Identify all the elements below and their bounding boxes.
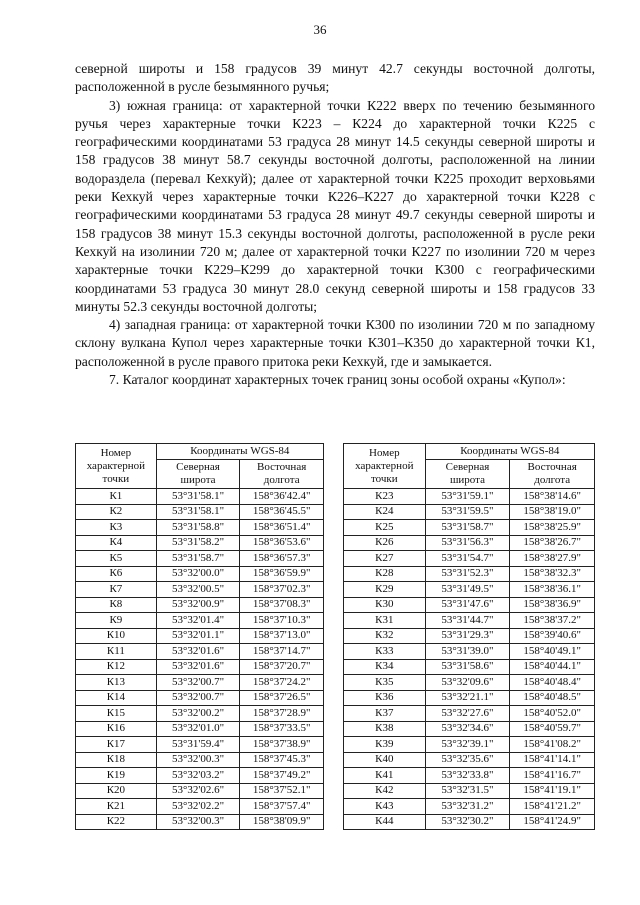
- cell-north: 53°32'00.2": [156, 706, 240, 722]
- cell-north: 53°32'30.2": [425, 814, 510, 830]
- cell-point: К38: [344, 721, 426, 737]
- header-north-latitude: Северная широта: [425, 460, 510, 489]
- cell-north: 53°32'00.9": [156, 597, 240, 613]
- cell-point: К43: [344, 799, 426, 815]
- cell-point: К32: [344, 628, 426, 644]
- table-row: [76, 675, 324, 691]
- cell-north: 53°31'56.3": [425, 535, 510, 551]
- table-row: [344, 690, 595, 706]
- cell-point: К13: [76, 675, 157, 691]
- cell-east: 158°38'19.0": [510, 504, 595, 520]
- cell-east: 158°38'32.3": [510, 566, 595, 582]
- cell-point: К3: [76, 520, 157, 536]
- cell-east: 158°38'27.9": [510, 551, 595, 567]
- table-row: [344, 752, 595, 768]
- cell-north: 53°31'29.3": [425, 628, 510, 644]
- header-coordinates: Координаты WGS-84: [156, 444, 323, 460]
- cell-north: 53°32'00.3": [156, 814, 240, 830]
- cell-north: 53°32'21.1": [425, 690, 510, 706]
- cell-east: 158°37'10.3": [240, 613, 324, 629]
- cell-north: 53°32'01.6": [156, 659, 240, 675]
- cell-north: 53°32'01.4": [156, 613, 240, 629]
- table-row: [76, 644, 324, 660]
- cell-north: 53°32'00.0": [156, 566, 240, 582]
- table-row: [76, 690, 324, 706]
- cell-point: К26: [344, 535, 426, 551]
- cell-east: 158°40'48.5": [510, 690, 595, 706]
- table-row: [76, 489, 324, 505]
- cell-east: 158°36'45.5": [240, 504, 324, 520]
- header-point-number: Номер характерной точки: [344, 444, 426, 489]
- cell-point: К42: [344, 783, 426, 799]
- cell-east: 158°37'28.9": [240, 706, 324, 722]
- table-row: [76, 551, 324, 567]
- cell-north: 53°31'58.7": [425, 520, 510, 536]
- cell-point: К25: [344, 520, 426, 536]
- cell-point: К15: [76, 706, 157, 722]
- coordinates-table-left: [75, 443, 324, 830]
- header-coordinates: Координаты WGS-84: [425, 444, 594, 460]
- body-text: [75, 60, 595, 389]
- cell-east: 158°38'09.9": [240, 814, 324, 830]
- cell-north: 53°31'44.7": [425, 613, 510, 629]
- cell-north: 53°31'39.0": [425, 644, 510, 660]
- cell-east: 158°38'37.2": [510, 613, 595, 629]
- table-row: [344, 535, 595, 551]
- table-row: [76, 752, 324, 768]
- cell-north: 53°31'59.5": [425, 504, 510, 520]
- cell-north: 53°31'58.1": [156, 489, 240, 505]
- cell-north: 53°31'59.1": [425, 489, 510, 505]
- table-row: [76, 783, 324, 799]
- cell-point: К36: [344, 690, 426, 706]
- cell-point: К41: [344, 768, 426, 784]
- table-row: [344, 799, 595, 815]
- cell-point: К24: [344, 504, 426, 520]
- table-row: [76, 706, 324, 722]
- cell-north: 53°31'59.4": [156, 737, 240, 753]
- table-row: [76, 799, 324, 815]
- table-row: [344, 582, 595, 598]
- cell-east: 158°41'08.2": [510, 737, 595, 753]
- cell-east: 158°36'53.6": [240, 535, 324, 551]
- table-row: [344, 737, 595, 753]
- table-row: [344, 504, 595, 520]
- cell-point: К9: [76, 613, 157, 629]
- cell-east: 158°40'48.4": [510, 675, 595, 691]
- table-row: [76, 504, 324, 520]
- cell-east: 158°38'36.1": [510, 582, 595, 598]
- table-row: [344, 597, 595, 613]
- cell-north: 53°32'33.8": [425, 768, 510, 784]
- table-row: [344, 814, 595, 830]
- table-row: [76, 613, 324, 629]
- table-row: [76, 659, 324, 675]
- table-row: [344, 768, 595, 784]
- table-row: [344, 675, 595, 691]
- table-row: [76, 566, 324, 582]
- cell-east: 158°38'14.6": [510, 489, 595, 505]
- table-row: [344, 628, 595, 644]
- cell-point: К20: [76, 783, 157, 799]
- cell-point: К14: [76, 690, 157, 706]
- table-row: [76, 520, 324, 536]
- cell-north: 53°32'39.1": [425, 737, 510, 753]
- cell-east: 158°36'42.4": [240, 489, 324, 505]
- table-row: [76, 814, 324, 830]
- cell-east: 158°40'52.0": [510, 706, 595, 722]
- cell-point: К33: [344, 644, 426, 660]
- header-east-longitude: Восточная долгота: [240, 460, 324, 489]
- table-body-right: [344, 489, 595, 830]
- cell-north: 53°32'03.2": [156, 768, 240, 784]
- table-row: [76, 628, 324, 644]
- cell-point: К10: [76, 628, 157, 644]
- cell-point: К27: [344, 551, 426, 567]
- cell-east: 158°37'57.4": [240, 799, 324, 815]
- cell-east: 158°37'20.7": [240, 659, 324, 675]
- cell-east: 158°37'02.3": [240, 582, 324, 598]
- cell-north: 53°32'35.6": [425, 752, 510, 768]
- cell-point: К5: [76, 551, 157, 567]
- cell-north: 53°32'31.5": [425, 783, 510, 799]
- cell-east: 158°37'52.1": [240, 783, 324, 799]
- cell-east: 158°41'19.1": [510, 783, 595, 799]
- cell-north: 53°32'27.6": [425, 706, 510, 722]
- cell-east: 158°37'49.2": [240, 768, 324, 784]
- table-row: [76, 535, 324, 551]
- cell-point: К35: [344, 675, 426, 691]
- cell-east: 158°40'49.1": [510, 644, 595, 660]
- table-row: [76, 597, 324, 613]
- cell-point: К16: [76, 721, 157, 737]
- cell-east: 158°40'44.1": [510, 659, 595, 675]
- cell-east: 158°38'25.9": [510, 520, 595, 536]
- cell-east: 158°37'13.0": [240, 628, 324, 644]
- cell-point: К39: [344, 737, 426, 753]
- cell-north: 53°32'31.2": [425, 799, 510, 815]
- cell-point: К21: [76, 799, 157, 815]
- table-row: [344, 644, 595, 660]
- cell-north: 53°32'01.1": [156, 628, 240, 644]
- cell-point: К7: [76, 582, 157, 598]
- cell-north: 53°32'00.5": [156, 582, 240, 598]
- table-row: [344, 489, 595, 505]
- table-row: [76, 582, 324, 598]
- cell-east: 158°37'08.3": [240, 597, 324, 613]
- cell-east: 158°38'36.9": [510, 597, 595, 613]
- cell-east: 158°36'57.3": [240, 551, 324, 567]
- cell-point: К23: [344, 489, 426, 505]
- cell-east: 158°37'33.5": [240, 721, 324, 737]
- cell-east: 158°41'16.7": [510, 768, 595, 784]
- cell-east: 158°41'24.9": [510, 814, 595, 830]
- cell-point: К17: [76, 737, 157, 753]
- table-row: [344, 783, 595, 799]
- table-row: [344, 520, 595, 536]
- cell-east: 158°37'14.7": [240, 644, 324, 660]
- table-row: [344, 613, 595, 629]
- cell-north: 53°31'47.6": [425, 597, 510, 613]
- cell-point: К22: [76, 814, 157, 830]
- cell-north: 53°32'02.2": [156, 799, 240, 815]
- cell-north: 53°32'00.7": [156, 690, 240, 706]
- cell-point: К8: [76, 597, 157, 613]
- header-east-longitude: Восточная долгота: [510, 460, 595, 489]
- table-row: [344, 566, 595, 582]
- paragraph: 7. Каталог координат характерных точек границ зоны особой охраны «Купол»:: [109, 372, 566, 388]
- cell-east: 158°36'51.4": [240, 520, 324, 536]
- cell-east: 158°38'26.7": [510, 535, 595, 551]
- cell-point: К2: [76, 504, 157, 520]
- cell-north: 53°31'58.2": [156, 535, 240, 551]
- cell-point: К18: [76, 752, 157, 768]
- cell-point: К31: [344, 613, 426, 629]
- table-row: [344, 706, 595, 722]
- cell-north: 53°32'00.3": [156, 752, 240, 768]
- coordinates-table-right: [343, 443, 595, 830]
- page-number: 36: [313, 22, 327, 37]
- cell-east: 158°36'59.9": [240, 566, 324, 582]
- cell-north: 53°31'58.1": [156, 504, 240, 520]
- cell-north: 53°31'49.5": [425, 582, 510, 598]
- cell-point: К6: [76, 566, 157, 582]
- cell-east: 158°40'59.7": [510, 721, 595, 737]
- cell-point: К34: [344, 659, 426, 675]
- cell-point: К12: [76, 659, 157, 675]
- cell-north: 53°32'34.6": [425, 721, 510, 737]
- paragraph: северной широты и 158 градусов 39 минут 42.7 секунды восточной долготы, расположенной в русле безымянного ручья;: [75, 61, 595, 95]
- table-row: [344, 721, 595, 737]
- cell-point: К1: [76, 489, 157, 505]
- cell-east: 158°37'24.2": [240, 675, 324, 691]
- table-row: [76, 721, 324, 737]
- cell-point: К19: [76, 768, 157, 784]
- cell-point: К44: [344, 814, 426, 830]
- cell-north: 53°32'09.6": [425, 675, 510, 691]
- table-row: [344, 659, 595, 675]
- cell-north: 53°31'58.7": [156, 551, 240, 567]
- cell-north: 53°31'58.6": [425, 659, 510, 675]
- cell-east: 158°41'14.1": [510, 752, 595, 768]
- cell-north: 53°32'02.6": [156, 783, 240, 799]
- header-point-number: Номер характерной точки: [76, 444, 157, 489]
- cell-north: 53°31'54.7": [425, 551, 510, 567]
- cell-point: К11: [76, 644, 157, 660]
- table-row: [344, 551, 595, 567]
- cell-point: К30: [344, 597, 426, 613]
- table-body-left: [76, 489, 324, 830]
- cell-north: 53°32'00.7": [156, 675, 240, 691]
- table-row: [76, 737, 324, 753]
- cell-north: 53°31'52.3": [425, 566, 510, 582]
- cell-point: К29: [344, 582, 426, 598]
- cell-point: К40: [344, 752, 426, 768]
- header-north-latitude: Северная широта: [156, 460, 240, 489]
- cell-east: 158°39'40.6": [510, 628, 595, 644]
- table-row: [76, 768, 324, 784]
- cell-north: 53°31'58.8": [156, 520, 240, 536]
- cell-north: 53°32'01.6": [156, 644, 240, 660]
- paragraph: 4) западная граница: от характерной точки К300 по изолинии 720 м по западному склону вулкана Купол через характерные точки К301–К350 до характерной точки К1, расположенной в русле правого притока реки Кехкуй, где и замыкается.: [75, 317, 595, 369]
- cell-point: К28: [344, 566, 426, 582]
- cell-east: 158°37'45.3": [240, 752, 324, 768]
- cell-point: К37: [344, 706, 426, 722]
- cell-point: К4: [76, 535, 157, 551]
- cell-east: 158°37'26.5": [240, 690, 324, 706]
- cell-north: 53°32'01.0": [156, 721, 240, 737]
- cell-east: 158°41'21.2": [510, 799, 595, 815]
- paragraph: 3) южная граница: от характерной точки К222 вверх по течению безымянного ручья через характерные точки К223 – К224 до характерной точки К225 с географическими координатами 53 градуса 28 минут 14.5 секунды северной широты и 158 градусов 38 минут 58.7 секунды восточной долготы, расположенной на линии водораздела (перевал Кехкуй); далее от характерной точки К225 проходит верховьями реки Кехкуй через характерные точки К226–К227 до характерной точки К228 с географическими координатами 53 градуса 28 минут 49.7 секунды северной широты и 158 градусов 38 минут 15.3 секунды восточной долготы, расположенной в русле реки Кехкуй на изолинии 720 м; далее от характерной точки К227 по изолинии 720 м через характерные точки К229–К299 до характерной точки К300 с географическими координатами 53 градуса 30 минут 28.0 секунд северной широты и 158 градусов 33 минуты 52.3 секунды восточной долготы;: [75, 97, 595, 314]
- cell-east: 158°37'38.9": [240, 737, 324, 753]
